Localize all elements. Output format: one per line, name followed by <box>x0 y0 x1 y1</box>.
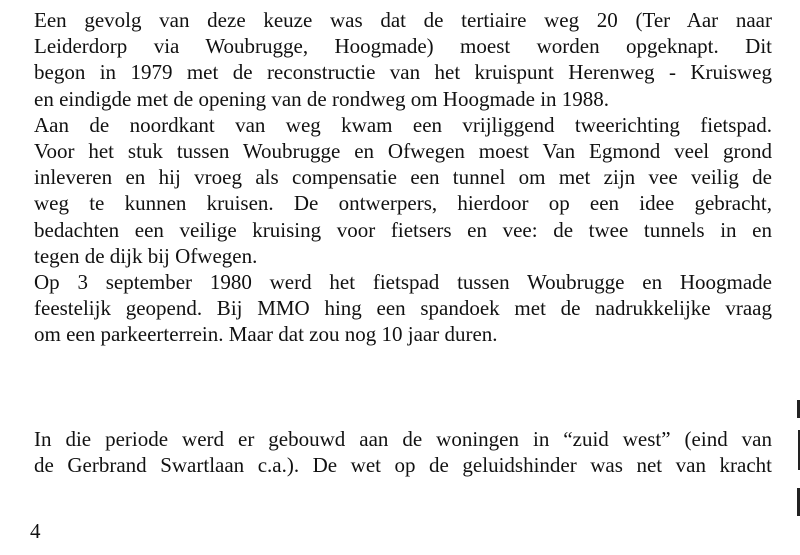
text-line: en eindigde met de opening van de rondweg om Hoogmade in 1988. <box>34 86 610 111</box>
text-line: Een gevolg van deze keuze was dat de tertiaire weg 20 (Ter Aar naar <box>34 8 772 32</box>
paragraph-2 <box>34 112 772 269</box>
text-line: weg te kunnen kruisen. De ontwerpers, hierdoor op een idee gebracht, <box>34 191 772 216</box>
paragraph-4 <box>34 426 772 478</box>
text-block-bottom <box>34 426 772 478</box>
paragraph-3 <box>34 269 772 348</box>
page-number: 4 <box>30 519 41 543</box>
text-line: Voor het stuk tussen Woubrugge en Ofwegen moest Van Egmond veel grond <box>34 138 772 163</box>
text-line: feestelijk geopend. Bij MMO hing een spandoek met de nadrukkelijke vraag <box>34 296 772 321</box>
text-line: bedachten een veilige kruising voor fietsers en vee: de twee tunnels in en <box>34 217 772 242</box>
text-line: inleveren en hij vroeg als compensatie een tunnel om met zijn vee veilig de <box>34 165 772 190</box>
text-line: Op 3 september 1980 werd het fietspad tussen Woubrugge en Hoogmade <box>34 269 772 294</box>
text-block-top <box>34 7 772 347</box>
text-line: Leiderdorp via Woubrugge, Hoogmade) moest worden opgeknapt. Dit <box>34 34 772 59</box>
text-line: In die periode werd er gebouwd aan de woningen in “zuid west” (eind van <box>34 427 772 451</box>
text-line: de Gerbrand Swartlaan c.a.). De wet op de geluidshinder was net van kracht <box>34 453 772 478</box>
paragraph-1 <box>34 7 772 112</box>
text-line: om een parkeerterrein. Maar dat zou nog 10 jaar duren. <box>34 322 498 347</box>
text-line: Aan de noordkant van weg kwam een vrijliggend tweerichting fietspad. <box>34 112 772 137</box>
text-line: tegen de dijk bij Ofwegen. <box>34 243 258 268</box>
text-line: begon in 1979 met de reconstructie van het kruispunt Herenweg - Kruisweg <box>34 60 772 85</box>
